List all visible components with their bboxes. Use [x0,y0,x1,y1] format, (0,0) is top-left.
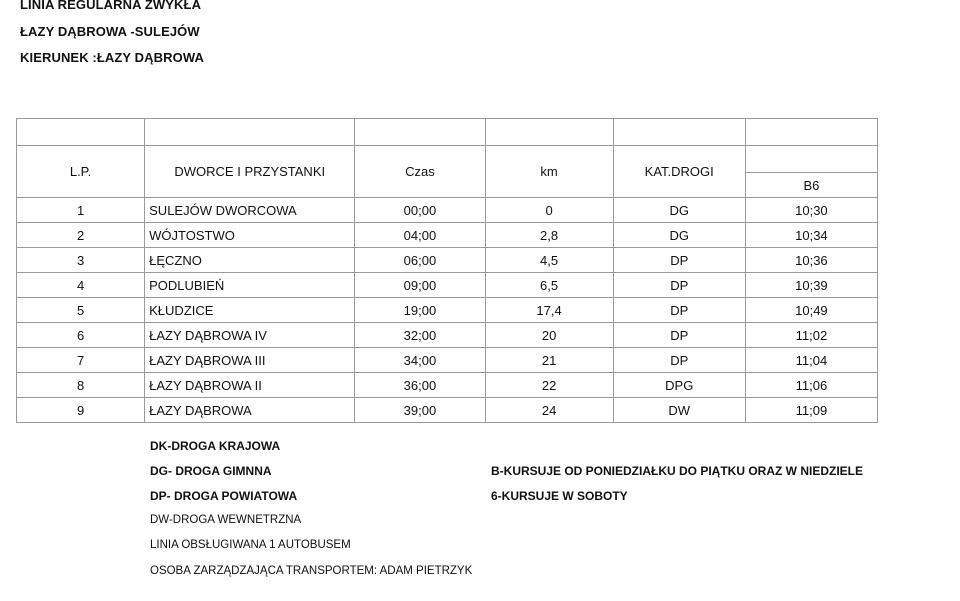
cell-time: 00;00 [355,198,485,223]
route-heading: ŁAZY DĄBROWA -SULEJÓW [20,24,200,39]
cell-time: 06;00 [355,248,485,273]
header-course: B6 [745,173,877,198]
cell-km: 21 [485,348,613,373]
note-b: B-KURSUJE OD PONIEDZIAŁKU DO PIĄTKU ORAZ W NIEDZIELE [491,464,864,478]
cell-category: DW [613,398,745,423]
header-lp: L.P. [17,146,145,198]
cell-time: 19;00 [355,298,485,323]
cell-lp: 1 [17,198,145,223]
cell-departure: 10;39 [745,273,877,298]
cell-lp: 5 [17,298,145,323]
cell-stop: ŁAZY DĄBROWA [145,398,355,423]
cell-km: 17,4 [485,298,613,323]
legend-dk: DK-DROGA KRAJOWA [150,439,281,453]
cell-time: 32;00 [355,323,485,348]
cell-km: 0 [485,198,613,223]
header-stops: DWORCE I PRZYSTANKI [145,146,355,198]
line-type-heading: LINIA REGULARNA ZWYKŁA [20,0,202,12]
cell-departure: 11;02 [745,323,877,348]
cell-km: 2,8 [485,223,613,248]
timetable-body [17,198,878,423]
cell-stop: KŁUDZICE [145,298,355,323]
cell-departure: 10;36 [745,248,877,273]
header-time: Czas [355,146,485,198]
cell-category: DG [613,198,745,223]
legend-dp: DP- DROGA POWIATOWA [150,489,298,503]
cell-lp: 4 [17,273,145,298]
table-row [17,248,878,273]
table-top-row [17,119,878,146]
table-row [17,223,878,248]
note-six: 6-KURSUJE W SOBOTY [491,489,628,503]
legend-buses: LINIA OBSŁUGIWANA 1 AUTOBUSEM [150,539,351,551]
cell-lp: 2 [17,223,145,248]
cell-stop: ŁAZY DĄBROWA IV [145,323,355,348]
legend-manager: OSOBA ZARZĄDZAJĄCA TRANSPORTEM: ADAM PIETRZYK [150,565,473,577]
legend-dw: DW-DROGA WEWNETRZNA [150,514,302,526]
cell-lp: 6 [17,323,145,348]
cell-category: DP [613,348,745,373]
cell-category: DP [613,273,745,298]
cell-category: DG [613,223,745,248]
table-row [17,323,878,348]
cell-departure: 11;06 [745,373,877,398]
cell-lp: 9 [17,398,145,423]
table-row [17,348,878,373]
cell-category: DP [613,323,745,348]
header-km: km [485,146,613,198]
cell-stop: ŁAZY DĄBROWA II [145,373,355,398]
cell-category: DP [613,248,745,273]
table-row [17,198,878,223]
cell-stop: ŁAZY DĄBROWA III [145,348,355,373]
timetable [16,118,878,423]
cell-time: 09;00 [355,273,485,298]
cell-km: 4,5 [485,248,613,273]
table-header-row [17,146,878,173]
cell-departure: 10;34 [745,223,877,248]
cell-departure: 10;49 [745,298,877,323]
cell-stop: WÓJTOSTWO [145,223,355,248]
header-category: KAT.DROGI [613,146,745,198]
cell-km: 22 [485,373,613,398]
direction-heading: KIERUNEK :ŁAZY DĄBROWA [20,50,204,65]
table-row [17,398,878,423]
cell-stop: ŁĘCZNO [145,248,355,273]
cell-stop: PODLUBIEŃ [145,273,355,298]
cell-time: 04;00 [355,223,485,248]
cell-lp: 8 [17,373,145,398]
cell-category: DP [613,298,745,323]
cell-departure: 11;04 [745,348,877,373]
cell-time: 39;00 [355,398,485,423]
table-row [17,298,878,323]
cell-lp: 7 [17,348,145,373]
cell-km: 24 [485,398,613,423]
table-row [17,373,878,398]
cell-stop: SULEJÓW DWORCOWA [145,198,355,223]
cell-lp: 3 [17,248,145,273]
cell-departure: 11;09 [745,398,877,423]
cell-departure: 10;30 [745,198,877,223]
cell-time: 36;00 [355,373,485,398]
cell-time: 34;00 [355,348,485,373]
cell-category: DPG [613,373,745,398]
cell-km: 6,5 [485,273,613,298]
table-row [17,273,878,298]
cell-km: 20 [485,323,613,348]
legend-dg: DG- DROGA GIMNNA [150,464,272,478]
